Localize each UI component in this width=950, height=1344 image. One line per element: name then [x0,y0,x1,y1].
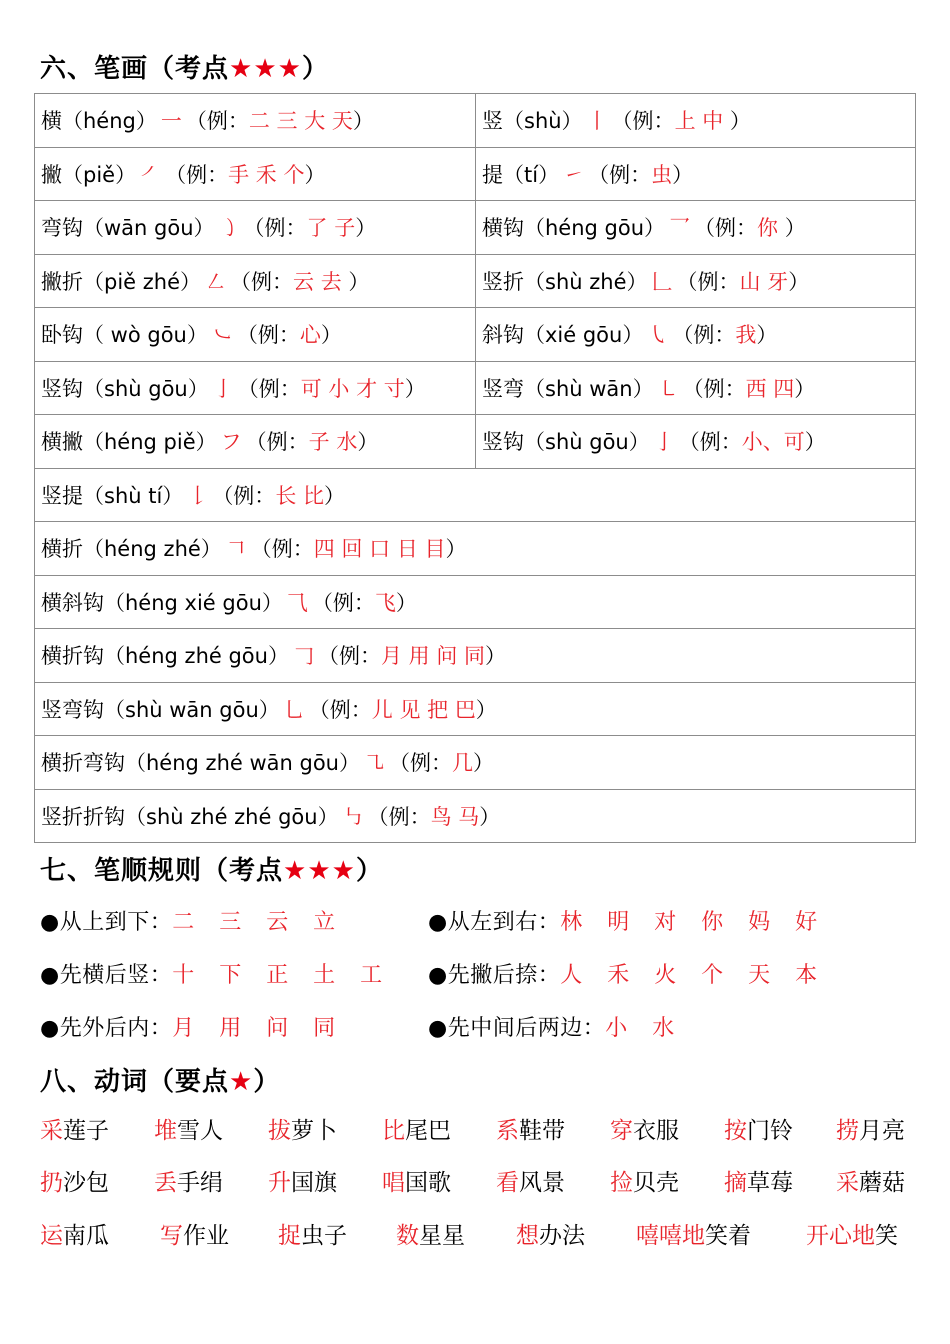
stroke-cell [35,629,916,683]
verb-word: 采 [836,1170,859,1196]
verb-object: 风景 [519,1170,565,1196]
rule-item [40,958,386,989]
section-8-stars: ★ [229,1067,254,1097]
example-close: ） [355,216,377,241]
stroke-glyph: 𠃍 [225,537,247,562]
verb-word: 比 [382,1118,405,1144]
stroke-name: 撇折（piě zhé） [41,269,202,294]
example-chars: 二 三 大 天 [248,109,353,134]
example-chars: 手 禾 个 [228,162,305,187]
stroke-glyph: 乚 [283,697,305,722]
stroke-glyph: ㇒ [140,162,162,187]
verb-phrase [396,1217,465,1250]
example-label: （例： [243,216,307,241]
stroke-cell [35,147,476,201]
example-close: ） [485,644,506,669]
stroke-cell [35,308,476,362]
example-chars: 虫 [651,162,673,187]
verb-phrase [836,1112,905,1145]
stroke-row [35,254,916,308]
verb-word: 看 [496,1170,519,1196]
stroke-glyph: ㇀ [563,162,585,187]
verb-phrase [496,1164,565,1197]
rule-label: ●先撇后捺： [428,963,561,988]
example-label: （例： [694,216,758,241]
stroke-cell [35,468,916,522]
verb-object: 作业 [183,1223,229,1249]
verb-phrase [516,1217,585,1250]
verb-object: 莲子 [63,1118,109,1144]
stroke-name: 横斜钩（héng xié gōu） [41,590,283,615]
section-7-close: ） [355,856,383,886]
rule-item [40,1011,339,1042]
verb-word: 采 [40,1118,63,1144]
verb-object: 草莓 [747,1170,793,1196]
verb-object: 笑 [875,1223,898,1249]
rule-item [428,905,821,936]
rule-examples: 小 水 [605,1016,679,1041]
verb-object: 笑着 [705,1223,751,1249]
rule-label: ●先横后竖： [40,963,173,988]
rule-label: ●从左到右： [428,910,561,935]
rule-label: ●从上到下： [40,910,173,935]
stroke-cell [35,361,476,415]
stroke-cell [35,736,916,790]
rule-label: ●先中间后两边： [428,1016,606,1041]
rule-examples: 二 三 云 立 [172,910,340,935]
example-chars: 长 比 [275,483,324,508]
stroke-name: 竖（shù） [482,109,583,134]
stroke-glyph: ㇜ [205,269,227,294]
section-7-heading [40,850,383,887]
verb-word: 开心地 [806,1223,875,1249]
stroke-cell [476,147,916,201]
example-label: （例： [676,269,740,294]
rule-item [40,905,339,936]
example-chars: 西 四 [745,376,795,401]
section-7-title: 七、笔顺规则（考点 [40,856,284,886]
verb-object: 沙包 [63,1170,109,1196]
rule-examples: 人 禾 火 个 天 本 [560,963,822,988]
rule-item [428,958,821,989]
example-close: ） [348,269,370,294]
verb-phrase [268,1112,337,1145]
stroke-cell [35,789,916,843]
stroke-name: 卧钩（ wò gōu） [41,323,208,348]
stroke-name: 竖钩（shù gōu） [41,376,209,401]
verb-word: 丢 [154,1170,177,1196]
stroke-row [35,308,916,362]
verb-phrase [496,1112,565,1145]
example-close: ） [445,537,467,562]
stroke-row [35,201,916,255]
verb-word: 运 [40,1223,63,1249]
example-close: ） [794,376,816,401]
example-close: ） [788,269,810,294]
example-label: （例： [389,751,452,776]
stroke-glyph: ㇈ [364,751,385,776]
verb-object: 尾巴 [405,1118,451,1144]
stroke-row [35,629,916,683]
stroke-row [35,468,916,522]
example-label: （例： [185,109,249,134]
section-8-close: ） [253,1067,281,1097]
stroke-cell [35,201,476,255]
section-8-heading [40,1061,280,1098]
stroke-name: 横折弯钩（héng zhé wān gōu） [41,751,360,776]
verb-phrase [382,1112,451,1145]
example-chars: 我 [735,323,757,348]
example-chars: 心 [299,323,321,348]
verb-phrase [278,1217,347,1250]
verb-word: 数 [396,1223,419,1249]
verb-object: 鞋带 [519,1118,565,1144]
example-close: ） [479,804,501,829]
verb-object: 雪人 [177,1118,223,1144]
stroke-row [35,522,916,576]
example-close: ） [324,483,345,508]
stroke-glyph: フ [220,430,242,455]
verb-word: 写 [160,1223,183,1249]
verb-word: 穿 [610,1118,633,1144]
stroke-row [35,575,916,629]
stroke-cell [35,94,476,148]
example-chars: 四 回 口 日 目 [313,537,446,562]
verb-word: 拔 [268,1118,291,1144]
example-chars: 山 牙 [739,269,789,294]
verb-object: 贝壳 [633,1170,679,1196]
section-6-stars: ★★★ [229,54,302,84]
example-chars: 可 小 才 寸 [300,376,405,401]
stroke-cell [35,682,916,736]
example-close: ） [475,697,497,722]
example-close: ） [804,430,826,455]
section-7-stars: ★★★ [283,856,356,886]
stroke-glyph: 𠃊 [651,269,673,294]
verb-phrase [806,1217,898,1250]
example-chars: 飞 [374,590,396,615]
verb-object: 南瓜 [63,1223,109,1249]
strokes-table [34,93,916,843]
verb-word: 捡 [610,1170,633,1196]
example-chars: 月 用 问 同 [380,644,485,669]
stroke-name: 提（tí） [482,162,560,187]
rule-item [428,1011,678,1042]
example-chars: 上 中 [674,109,730,134]
stroke-cell [35,522,916,576]
stroke-row [35,682,916,736]
verb-phrase [40,1217,109,1250]
example-chars: 你 [757,216,785,241]
example-label: （例： [682,376,746,401]
verb-row [40,1112,920,1152]
verb-object: 门铃 [747,1118,793,1144]
verb-word: 想 [516,1223,539,1249]
verb-object: 手绢 [177,1170,223,1196]
stroke-cell [476,254,916,308]
stroke-glyph: ㇁ [218,216,240,241]
example-chars: 儿 见 把 巴 [371,697,476,722]
stroke-name: 竖提（shù tí） [41,483,184,508]
example-label: （例： [588,162,652,187]
example-close: ） [784,216,806,241]
stroke-row [35,736,916,790]
stroke-glyph: ⺄ [286,590,308,615]
stroke-name: 竖弯钩（shù wān gōu） [41,697,280,722]
verb-word: 升 [268,1170,291,1196]
verb-word: 嘻嘻地 [636,1223,705,1249]
example-close: ） [756,323,778,348]
example-label: （例： [212,483,276,508]
stroke-glyph: 亅 [653,430,675,455]
example-label: （例： [317,644,381,669]
rule-examples: 月 用 问 同 [172,1016,340,1041]
verb-object: 星星 [419,1223,465,1249]
example-label: （例： [367,804,431,829]
verb-word: 按 [724,1118,747,1144]
example-close: ） [395,590,417,615]
stroke-glyph: 丨 [586,109,608,134]
verb-word: 捉 [278,1223,301,1249]
verb-phrase [836,1164,905,1197]
stroke-cell [476,415,916,469]
example-close: ） [404,376,426,401]
example-label: （例： [611,109,675,134]
example-chars: 了 子 [306,216,356,241]
stroke-row [35,361,916,415]
stroke-glyph: 一 [160,109,182,134]
verb-phrase [610,1164,679,1197]
verb-word: 扔 [40,1170,63,1196]
example-chars: 云 去 [293,269,349,294]
stroke-name: 横（héng） [41,109,157,134]
stroke-name: 竖钩（shù gōu） [482,430,650,455]
stroke-row [35,415,916,469]
example-label: （例： [250,537,314,562]
stroke-glyph: ㇃ [211,323,233,348]
stroke-cell [476,361,916,415]
example-chars: 鸟 马 [430,804,480,829]
section-6-title: 六、笔画（考点 [40,54,230,84]
stroke-row [35,789,916,843]
stroke-row [35,147,916,201]
verb-phrase [610,1112,679,1145]
example-close: ） [357,430,379,455]
rule-label: ●先外后内： [40,1016,173,1041]
stroke-name: 横折钩（héng zhé gōu） [41,644,289,669]
example-label: （例： [230,269,294,294]
example-close: ） [352,109,374,134]
stroke-name: 撇（piě） [41,162,137,187]
verb-phrase [268,1164,337,1197]
verb-word: 堆 [154,1118,177,1144]
example-label: （例： [678,430,742,455]
stroke-glyph: 乛 [669,216,691,241]
stroke-cell [476,201,916,255]
example-close: ） [729,109,751,134]
verb-object: 月亮 [859,1118,905,1144]
verb-object: 衣服 [633,1118,679,1144]
verb-phrase [636,1217,751,1250]
stroke-glyph: ㇄ [657,376,679,401]
verb-phrase [160,1217,229,1250]
rule-examples: 林 明 对 你 妈 好 [560,910,822,935]
verb-object: 萝卜 [291,1118,337,1144]
verb-object: 办法 [539,1223,585,1249]
stroke-row [35,94,916,148]
verb-object: 国旗 [291,1170,337,1196]
example-close: ） [320,323,342,348]
verb-phrase [154,1112,223,1145]
example-label: （例： [672,323,736,348]
stroke-name: 竖弯（shù wān） [482,376,654,401]
stroke-glyph: 亅 [212,376,234,401]
example-label: （例： [308,697,372,722]
verb-object: 蘑菇 [859,1170,905,1196]
verb-word: 摘 [724,1170,747,1196]
verb-phrase [382,1164,451,1197]
example-label: （例： [311,590,375,615]
verb-row [40,1217,920,1257]
verb-phrase [40,1164,109,1197]
verb-object: 虫子 [301,1223,347,1249]
stroke-cell [476,94,916,148]
verb-phrase [724,1164,793,1197]
stroke-cell [35,575,916,629]
verb-phrase [724,1112,793,1145]
example-chars: 子 水 [308,430,358,455]
stroke-name: 横撇（héng piě） [41,430,217,455]
stroke-name: 斜钩（xié gōu） [482,323,644,348]
stroke-name: 横折（héng zhé） [41,537,222,562]
verb-phrase [154,1164,223,1197]
verb-phrase [40,1112,109,1145]
stroke-name: 弯钩（wān gōu） [41,216,215,241]
example-chars: 几 [452,751,473,776]
stroke-name: 竖折（shù zhé） [482,269,648,294]
rule-examples: 十 下 正 土 工 [172,963,387,988]
stroke-glyph: ㇂ [647,323,669,348]
verb-object: 国歌 [405,1170,451,1196]
example-close: ） [304,162,326,187]
example-close: ） [672,162,694,187]
verb-row [40,1164,920,1204]
stroke-glyph: ㇉ [342,804,364,829]
section-6-heading [40,48,329,85]
verb-word: 唱 [382,1170,405,1196]
stroke-glyph: 𠄌 [187,483,209,508]
verb-word: 捞 [836,1118,859,1144]
stroke-name: 横钩（héng gōu） [482,216,666,241]
verb-word: 系 [496,1118,519,1144]
example-label: （例： [237,376,301,401]
section-6-close: ） [301,54,329,84]
stroke-name: 竖折折钩（shù zhé zhé gōu） [41,804,339,829]
stroke-cell [476,308,916,362]
example-label: （例： [165,162,229,187]
example-label: （例： [236,323,300,348]
example-close: ） [473,751,494,776]
example-label: （例： [245,430,309,455]
example-chars: 小、可 [741,430,805,455]
section-8-title: 八、动词（要点 [40,1067,230,1097]
stroke-cell [35,415,476,469]
stroke-cell [35,254,476,308]
stroke-glyph: 𠃌 [292,644,314,669]
